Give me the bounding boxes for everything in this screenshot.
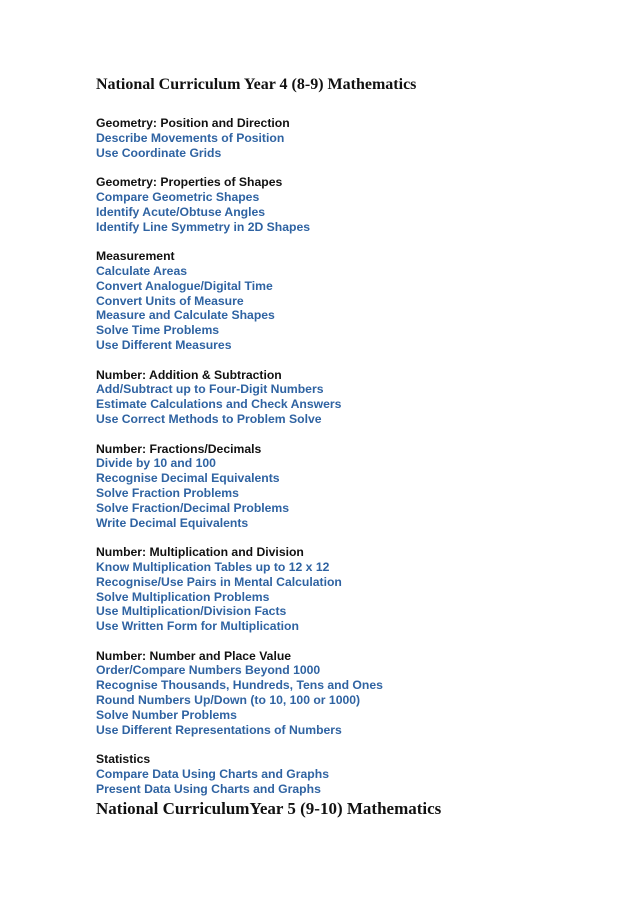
section-place-value	[96, 649, 616, 738]
section-geometry-position	[96, 116, 616, 160]
topic-link[interactable]: Round Numbers Up/Down (to 10, 100 or 1000)	[96, 693, 361, 708]
section-heading: Number: Addition & Subtraction	[96, 367, 282, 382]
topic-link[interactable]: Solve Fraction/Decimal Problems	[96, 500, 290, 515]
topic-link[interactable]: Add/Subtract up to Four-Digit Numbers	[96, 382, 324, 397]
topic-link[interactable]: Convert Analogue/Digital Time	[96, 278, 273, 293]
topic-link[interactable]: Write Decimal Equivalents	[96, 515, 249, 530]
section-geometry-shapes	[96, 175, 616, 234]
topic-link[interactable]: Use Different Measures	[96, 337, 232, 352]
section-heading: Number: Number and Place Value	[96, 648, 292, 663]
topic-link[interactable]: Use Multiplication/Division Facts	[96, 604, 287, 619]
section-heading: Geometry: Position and Direction	[96, 116, 290, 130]
topic-link[interactable]: Use Different Representations of Numbers	[96, 722, 342, 737]
section-multiplication-division	[96, 545, 616, 634]
topic-link[interactable]: Present Data Using Charts and Graphs	[96, 781, 321, 796]
section-heading: Number: Multiplication and Division	[96, 545, 304, 560]
section-heading: Statistics	[96, 752, 151, 767]
topic-link[interactable]: Know Multiplication Tables up to 12 x 12	[96, 559, 330, 574]
topic-link[interactable]: Solve Time Problems	[96, 323, 220, 338]
topic-link[interactable]: Calculate Areas	[96, 263, 188, 278]
topic-link[interactable]: Estimate Calculations and Check Answers	[96, 397, 342, 412]
topic-link[interactable]: Solve Fraction Problems	[96, 485, 239, 500]
topic-link[interactable]: Recognise Decimal Equivalents	[96, 471, 280, 486]
topic-link[interactable]: Use Correct Methods to Problem Solve	[96, 411, 322, 426]
topic-link[interactable]: Compare Data Using Charts and Graphs	[96, 767, 329, 782]
topic-link[interactable]: Use Coordinate Grids	[96, 145, 222, 160]
topic-link[interactable]: Divide by 10 and 100	[96, 456, 216, 471]
curriculum-list	[96, 116, 616, 797]
page-title-year-4: National Curriculum Year 4 (8-9) Mathematics	[96, 76, 417, 93]
topic-link[interactable]: Use Written Form for Multiplication	[96, 619, 299, 634]
topic-link[interactable]: Order/Compare Numbers Beyond 1000	[96, 663, 321, 678]
section-measurement	[96, 249, 616, 353]
topic-link[interactable]: Identify Line Symmetry in 2D Shapes	[96, 219, 311, 234]
topic-link[interactable]: Solve Number Problems	[96, 707, 237, 722]
topic-link[interactable]: Identify Acute/Obtuse Angles	[96, 204, 266, 219]
section-heading: Geometry: Properties of Shapes	[96, 175, 283, 190]
section-heading: Measurement	[96, 249, 175, 264]
topic-link[interactable]: Compare Geometric Shapes	[96, 189, 260, 204]
topic-link[interactable]: Recognise/Use Pairs in Mental Calculation	[96, 574, 342, 589]
section-fractions-decimals	[96, 442, 616, 531]
section-statistics	[96, 752, 616, 796]
topic-link[interactable]: Measure and Calculate Shapes	[96, 308, 275, 323]
page-title-year-5: National CurriculumYear 5 (9-10) Mathematics	[96, 799, 442, 818]
topic-link[interactable]: Describe Movements of Position	[96, 130, 285, 145]
section-heading: Number: Fractions/Decimals	[96, 441, 262, 456]
topic-link[interactable]: Solve Multiplication Problems	[96, 589, 270, 604]
topic-link[interactable]: Recognise Thousands, Hundreds, Tens and Ones	[96, 678, 383, 693]
topic-link[interactable]: Convert Units of Measure	[96, 293, 244, 308]
section-addition-subtraction	[96, 368, 616, 427]
